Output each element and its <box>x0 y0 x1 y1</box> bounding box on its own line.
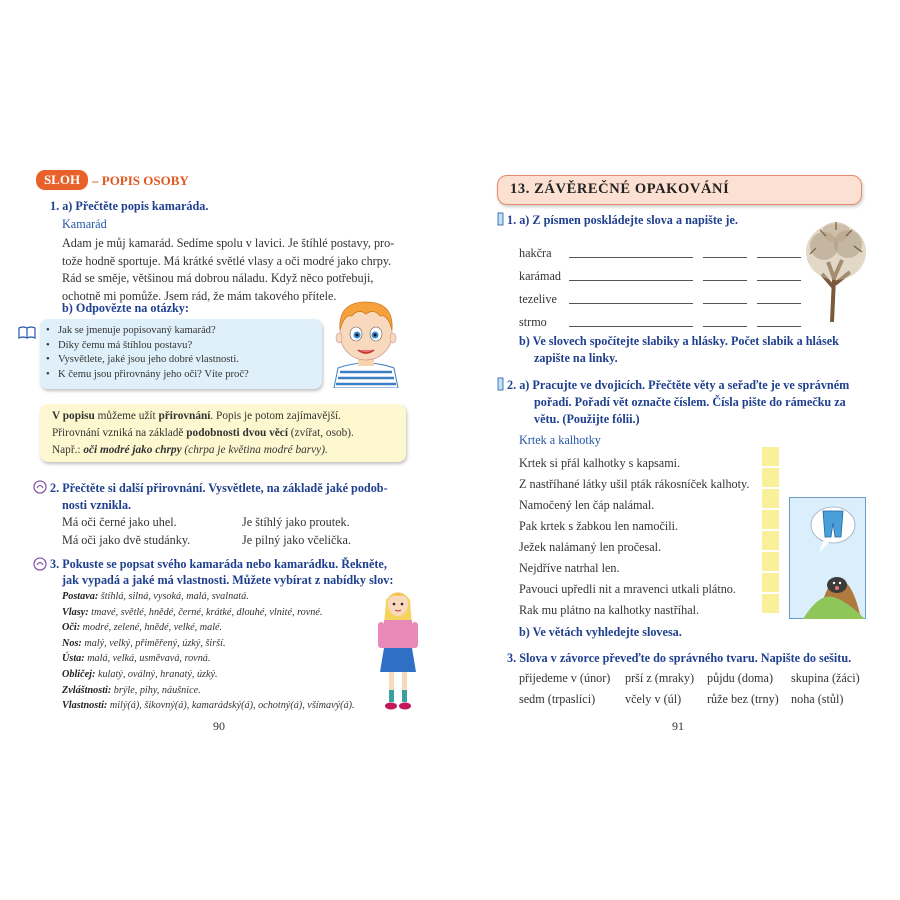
question-item: • Díky čemu má štíhlou postavu? <box>54 339 322 354</box>
info-line-3: Např.: oči modré jako chrpy (chrpa je květina modré barvy). <box>52 444 328 456</box>
simile: Má oči černé jako uhel. <box>62 515 177 529</box>
speaking-icon <box>33 557 47 571</box>
similes-col-2 <box>242 514 351 549</box>
r-task-1b-line2: zapište na linky. <box>534 351 618 365</box>
sloh-badge: SLOH <box>36 170 88 190</box>
story-sentence: Namočený len čáp nalámal. <box>519 498 655 512</box>
r-task-2b-label: b) Ve větách vyhledejte slovesa. <box>519 625 682 639</box>
scrambled-word: strmo <box>519 315 547 329</box>
story-sentences <box>519 453 749 621</box>
story-sentence: Krtek si přál kalhotky s kapsami. <box>519 456 681 470</box>
girl-illustration <box>376 586 420 714</box>
page-number: 90 <box>213 719 225 733</box>
order-box[interactable] <box>762 573 779 592</box>
description-line: Adam je můj kamarád. Sedíme spolu v lavici. Je štíhlé postavy, pro- <box>62 236 395 250</box>
story-sentence: Rak mu plátno na kalhotky nastříhal. <box>519 603 700 617</box>
section-heading: – POPIS OSOBY <box>92 173 189 188</box>
phrase: noha (stůl) <box>791 692 844 706</box>
mole-illustration <box>789 497 866 619</box>
word-choice-row: Vlasy: tmavé, světlé, hnědé, černé, krátké, dlouhé, vlnité, rovné. <box>62 606 323 618</box>
order-box[interactable] <box>762 447 779 466</box>
task-2-label-line2: nosti vznikla. <box>62 498 132 512</box>
question-item: • Vysvětlete, jaké jsou jeho dobré vlastnosti. <box>54 353 322 368</box>
chapter-title: 13. ZÁVĚREČNÉ OPAKOVÁNÍ <box>510 181 730 197</box>
answer-line[interactable] <box>703 303 747 304</box>
story-sentence: Ježek nalámaný len pročesal. <box>519 540 662 554</box>
simile: Je štíhlý jako proutek. <box>242 515 350 529</box>
book-icon <box>18 326 36 340</box>
scrambled-word: karámad <box>519 269 561 283</box>
phrase: sedm (trpaslíci) <box>519 692 596 706</box>
order-box[interactable] <box>762 552 779 571</box>
story-sentence: Z nastříhané látky ušil pták rákosníček kalhoty. <box>519 477 750 491</box>
word-choice-row: Ústa: malá, velká, usměvavá, rovná. <box>62 653 211 665</box>
task-1b-label: b) Odpovězte na otázky: <box>62 301 189 315</box>
word-choice-row: Vlastnosti: milý(á), šikovný(á), kamarádský(á), ochotný(á), všímavý(á). <box>62 700 355 712</box>
chapter-title-banner <box>497 175 862 205</box>
phrase: půjdu (doma) <box>707 671 774 685</box>
phrase: včely v (úl) <box>625 692 682 706</box>
task-2-label-line1: 2. Přečtěte si další přirovnání. Vysvětlete, na základě jaké podob- <box>50 481 388 495</box>
right-page <box>452 0 900 900</box>
simile: Je pilný jako včelička. <box>242 532 351 547</box>
task-1a-label: 1. a) Přečtěte popis kamaráda. <box>50 199 209 213</box>
page-number: 91 <box>672 719 684 733</box>
r-task-2a-line3: větu. (Použijte fólii.) <box>534 412 640 426</box>
order-box[interactable] <box>762 468 779 487</box>
pair-work-icon <box>33 480 47 494</box>
word-choice-row: Postava: štíhlá, silná, vysoká, malá, svalnatá. <box>62 591 249 602</box>
answer-line[interactable] <box>757 326 801 327</box>
answer-line[interactable] <box>757 280 801 281</box>
phrase: přijedeme v (únor) <box>519 671 611 685</box>
answer-line[interactable] <box>703 257 747 258</box>
r-task-2a-line2: pořadí. Pořadí vět označte číslem. Čísla pište do rámečku za <box>534 395 846 409</box>
boy-illustration <box>330 296 402 388</box>
answer-line[interactable] <box>757 257 801 258</box>
word-choice-row: Oči: modré, zelené, hnědé, velké, malé. <box>62 622 223 634</box>
answer-line[interactable] <box>569 326 693 327</box>
question-item: • Jak se jmenuje popisovaný kamarád? <box>54 324 322 339</box>
r-task-1b-line1: b) Ve slovech spočítejte slabiky a hlásky. Počet slabik a hlásek <box>519 334 839 348</box>
answer-line[interactable] <box>569 257 693 258</box>
story-sentence: Nejdříve natrhal len. <box>519 561 620 575</box>
description-line: ochotně mi pomůže. Jsem rád, že mám takového přítele. <box>62 288 337 303</box>
order-box[interactable] <box>762 489 779 508</box>
r-task-1a-label: 1. a) Z písmen poskládejte slova a napište je. <box>507 213 738 227</box>
scrambled-word: tezelive <box>519 292 557 306</box>
info-line-2: Přirovnání vzniká na základě podobnosti dvou věcí (zvířat, osob). <box>52 427 354 439</box>
word-choice-row: Nos: malý, velký, přiměřený, úzký, širší. <box>62 637 226 649</box>
answer-line[interactable] <box>569 280 693 281</box>
story-sentence: Pavouci upředli nit a mravenci utkali plátno. <box>519 582 736 596</box>
phrase: růže bez (trny) <box>707 692 779 706</box>
writing-icon <box>497 377 505 391</box>
word-choices <box>62 589 392 714</box>
word-choice-row: Obličej: kulatý, oválný, hranatý, úzký. <box>62 668 218 680</box>
word-choice-row: Zvláštnosti: brýle, pihy, náušnice. <box>62 684 201 696</box>
phrase: skupina (žáci) <box>791 671 860 685</box>
text-title: Kamarád <box>62 217 107 231</box>
r-task-3-label: 3. Slova v závorce převeďte do správného tvaru. Napište do sešitu. <box>507 651 852 665</box>
question-item: • K čemu jsou přirovnány jeho oči? Víte proč? <box>54 368 322 383</box>
order-box[interactable] <box>762 510 779 529</box>
r-task-2a-line1: 2. a) Pracujte ve dvojicích. Přečtěte věty a seřaďte je ve správném <box>507 378 850 392</box>
story-sentence: Pak krtek s žabkou len namočili. <box>519 519 679 533</box>
similes-col-1 <box>62 514 190 549</box>
questions-box <box>40 319 322 389</box>
writing-icon <box>497 212 505 226</box>
description-line: tože hodně sportuje. Má krátké světlé vlasy a oči modré jako chrpy. <box>62 253 392 268</box>
task-3-label-line1: 3. Pokuste se popsat svého kamaráda nebo kamarádku. Řekněte, <box>50 557 387 571</box>
phrase: prší z (mraky) <box>625 671 695 685</box>
answer-line[interactable] <box>703 326 747 327</box>
answer-line[interactable] <box>757 303 801 304</box>
order-box[interactable] <box>762 594 779 613</box>
tree-illustration <box>802 218 870 322</box>
answer-line[interactable] <box>569 303 693 304</box>
info-box <box>40 404 406 462</box>
task-3-label-line2: jak vypadá a jaké má vlastnosti. Můžete vybírat z nabídky slov: <box>62 573 394 587</box>
description-line: Rád se směje, většinou má dobrou náladu. Když něco potřebuji, <box>62 271 374 285</box>
description-text <box>62 235 412 305</box>
simile: Má oči jako dvě studánky. <box>62 532 191 547</box>
info-line-1: V popisu můžeme užít přirovnání. Popis je potom zajímavější. <box>52 410 341 422</box>
order-box[interactable] <box>762 531 779 550</box>
scrambled-word: hakčra <box>519 246 552 260</box>
story-title: Krtek a kalhotky <box>519 433 601 447</box>
answer-line[interactable] <box>703 280 747 281</box>
